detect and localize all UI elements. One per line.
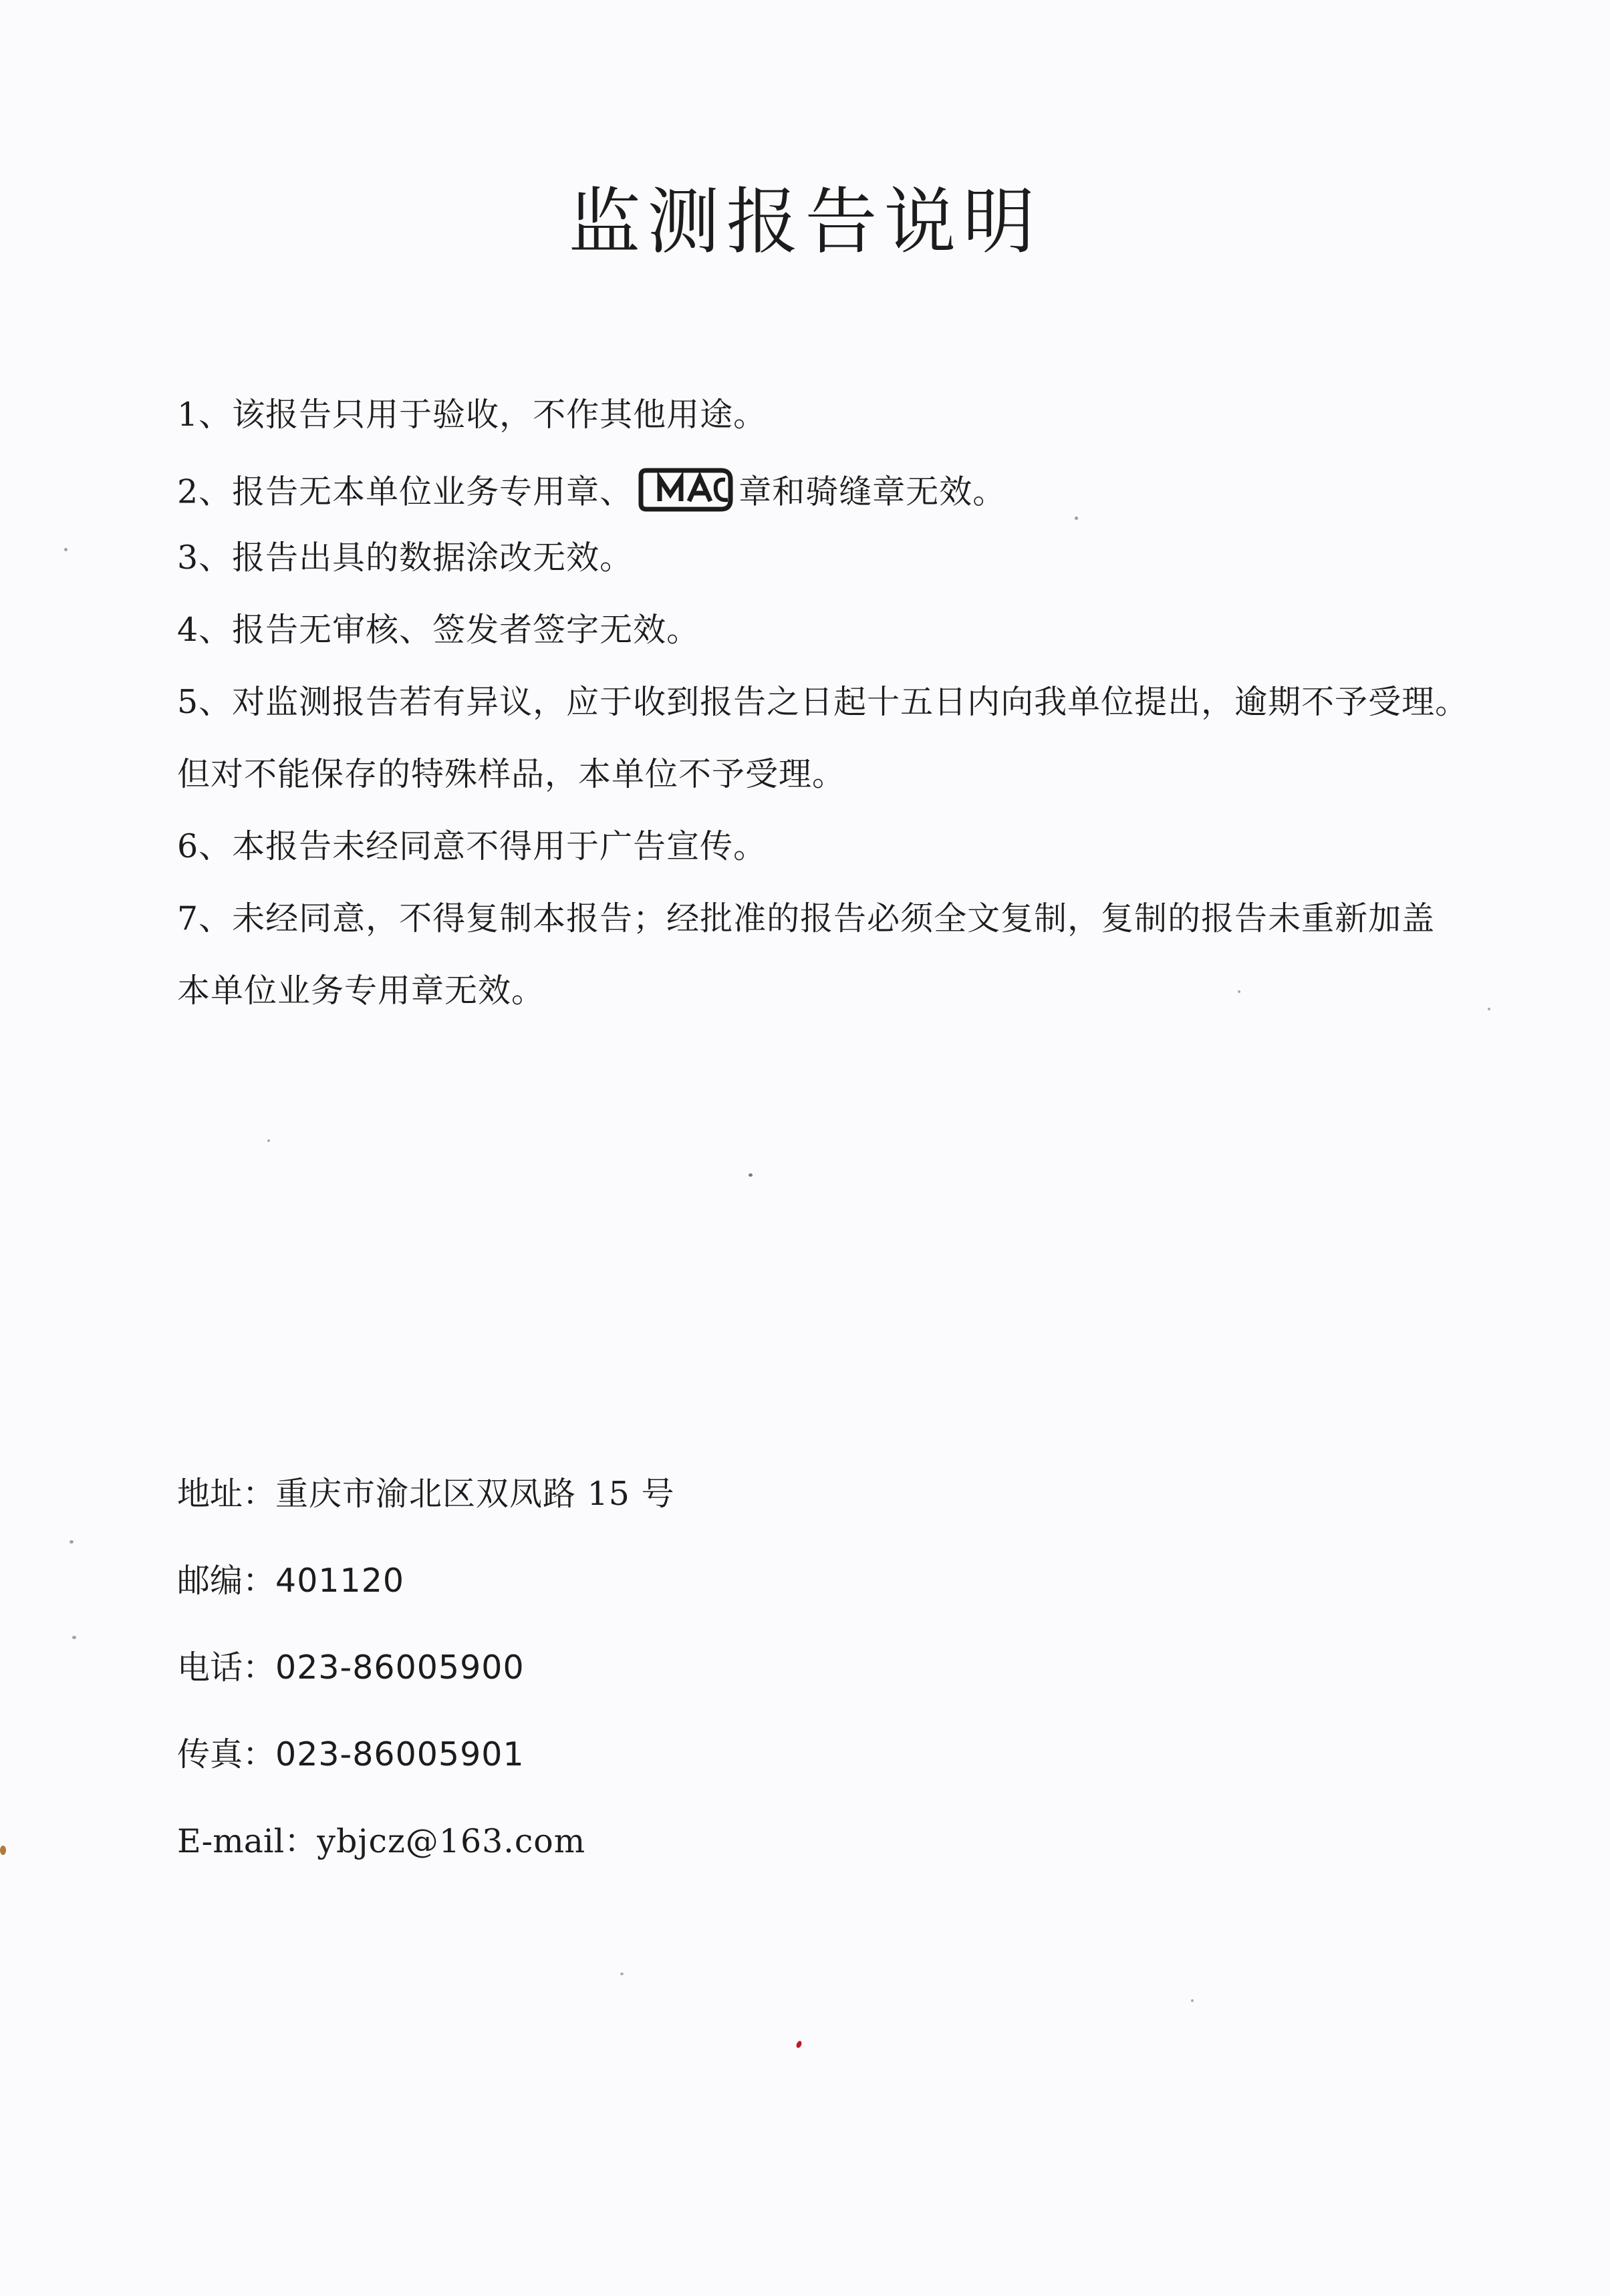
email-label: E-mail： bbox=[177, 1822, 317, 1860]
email-value: ybjcz@163.com bbox=[317, 1822, 586, 1860]
rule-item-3: 3、报告出具的数据涂改无效。 bbox=[177, 539, 634, 577]
cma-mark-icon bbox=[636, 465, 736, 524]
rule-item-6: 6、本报告未经同意不得用于广告宣传。 bbox=[177, 827, 767, 865]
contact-email bbox=[177, 1821, 585, 1862]
scan-speck bbox=[1238, 990, 1240, 993]
fax-value: 023-86005901 bbox=[275, 1735, 525, 1773]
scan-speck bbox=[0, 1846, 6, 1855]
scan-speck bbox=[749, 1173, 753, 1177]
scan-speck bbox=[267, 1139, 270, 1142]
phone-value: 023-86005900 bbox=[275, 1648, 525, 1687]
rule-item-5: 5、对监测报告若有异议，应于收到报告之日起十五日内向我单位提出，逾期不予受理。 bbox=[177, 683, 1469, 721]
scan-speck bbox=[1191, 1999, 1194, 2002]
postcode-value: 401120 bbox=[275, 1562, 405, 1600]
page-title: 监测报告说明 bbox=[568, 180, 1042, 264]
address-value: 重庆市渝北区双凤路 15 号 bbox=[275, 1475, 675, 1513]
rule-item-1: 1、该报告只用于验收，不作其他用途。 bbox=[177, 396, 767, 434]
scan-speck bbox=[64, 548, 68, 551]
contact-fax bbox=[177, 1734, 525, 1775]
rule-item-2-before: 2、报告无本单位业务专用章、 bbox=[177, 472, 634, 511]
contact-address bbox=[177, 1473, 675, 1514]
contact-postcode bbox=[177, 1560, 404, 1601]
rule-item-7-cont: 本单位业务专用章无效。 bbox=[177, 972, 545, 1010]
rule-item-2-after: 章和骑缝章无效。 bbox=[739, 472, 1007, 511]
postcode-label: 邮编： bbox=[177, 1562, 276, 1600]
contact-phone bbox=[177, 1647, 525, 1688]
rule-item-2 bbox=[177, 465, 1006, 524]
scan-speck bbox=[70, 1540, 74, 1544]
scan-speck bbox=[795, 2040, 803, 2049]
scan-speck bbox=[1488, 1008, 1490, 1010]
address-label: 地址： bbox=[177, 1475, 276, 1513]
scan-speck bbox=[620, 1973, 624, 1975]
rule-item-4: 4、报告无审核、签发者签字无效。 bbox=[177, 611, 700, 649]
phone-label: 电话： bbox=[177, 1648, 276, 1687]
fax-label: 传真： bbox=[177, 1735, 276, 1773]
rule-item-5-cont: 但对不能保存的特殊样品，本单位不予受理。 bbox=[177, 755, 846, 793]
scan-speck bbox=[1075, 517, 1078, 520]
scan-speck bbox=[72, 1636, 76, 1639]
rule-item-7: 7、未经同意，不得复制本报告；经批准的报告必须全文复制，复制的报告未重新加盖 bbox=[177, 899, 1436, 938]
